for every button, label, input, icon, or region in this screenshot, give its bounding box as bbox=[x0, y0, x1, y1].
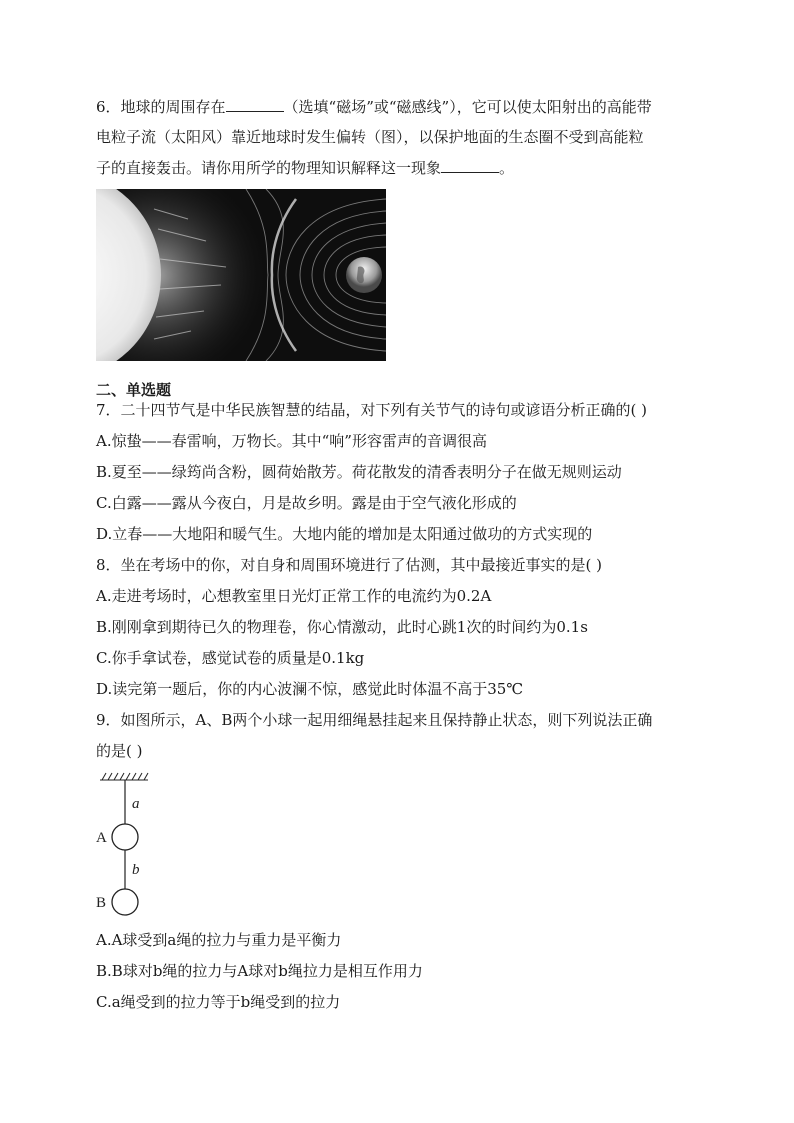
q6-text-1b: （选填“磁场”或“磁感线”），它可以使太阳射出的高能带 bbox=[283, 98, 652, 116]
q6-blank-2[interactable] bbox=[441, 158, 499, 173]
q6-line-3 bbox=[96, 157, 514, 179]
ball-b-label: B bbox=[96, 895, 107, 911]
q9-stem-2: 的是( ) bbox=[96, 742, 143, 760]
magnetosphere-figure bbox=[96, 189, 386, 361]
q9-option-a[interactable]: A.A球受到a绳的拉力与重力是平衡力 bbox=[96, 931, 342, 949]
q7-option-b[interactable]: B.夏至——绿筠尚含粉，圆荷始散芳。荷花散发的清香表明分子在做无规则运动 bbox=[96, 463, 622, 481]
q8-option-b[interactable]: B.刚刚拿到期待已久的物理卷，你心情激动，此时心跳1次的时间约为0.1s bbox=[96, 618, 588, 636]
q6-line-2: 电粒子流（太阳风）靠近地球时发生偏转（图），以保护地面的生态圈不受到高能粒 bbox=[96, 128, 644, 146]
hanging-balls-figure bbox=[92, 770, 152, 920]
q8-option-a[interactable]: A.走进考场时，心想教室里日光灯正常工作的电流约为0.2A bbox=[96, 587, 492, 605]
section-title: 二、单选题 bbox=[96, 381, 172, 399]
q9-option-b[interactable]: B.B球对b绳的拉力与A球对b绳拉力是相互作用力 bbox=[96, 962, 423, 980]
ball-a-label: A bbox=[96, 830, 107, 846]
q7-option-a[interactable]: A.惊蛰——春雷响，万物长。其中“响”形容雷声的音调很高 bbox=[96, 432, 487, 450]
q6-line-1 bbox=[96, 96, 652, 118]
ball-a bbox=[112, 824, 138, 850]
q8-stem: 8．坐在考场中的你，对自身和周围环境进行了估测，其中最接近事实的是( ) bbox=[96, 556, 603, 574]
q7-option-c[interactable]: C.白露——露从今夜白，月是故乡明。露是由于空气液化形成的 bbox=[96, 494, 517, 512]
earth-shape bbox=[346, 257, 382, 293]
rope-a-label: a bbox=[132, 796, 140, 812]
ball-b bbox=[112, 889, 138, 915]
q8-option-c[interactable]: C.你手拿试卷，感觉试卷的质量是0.1kg bbox=[96, 649, 365, 667]
q9-stem-1: 9．如图所示，A、B两个小球一起用细绳悬挂起来且保持静止状态，则下列说法正确 bbox=[96, 711, 653, 729]
q6-blank-1[interactable] bbox=[226, 97, 284, 112]
q8-option-d[interactable]: D.读完第一题后，你的内心波澜不惊，感觉此时体温不高于35℃ bbox=[96, 680, 524, 698]
q7-stem: 7．二十四节气是中华民族智慧的结晶，对下列有关节气的诗句或谚语分析正确的( ) bbox=[96, 401, 648, 419]
rope-b-label: b bbox=[132, 862, 140, 878]
ceiling-hatch bbox=[100, 773, 148, 780]
q6-text-1a: 6．地球的周围存在 bbox=[96, 98, 226, 116]
q9-option-c[interactable]: C.a绳受到的拉力等于b绳受到的拉力 bbox=[96, 993, 341, 1011]
q6-text-3a: 子的直接轰击。请你用所学的物理知识解释这一现象 bbox=[96, 159, 442, 177]
q6-text-3b: 。 bbox=[499, 159, 515, 177]
q7-option-d[interactable]: D.立春——大地阳和暖气生。大地内能的增加是太阳通过做功的方式实现的 bbox=[96, 525, 593, 543]
